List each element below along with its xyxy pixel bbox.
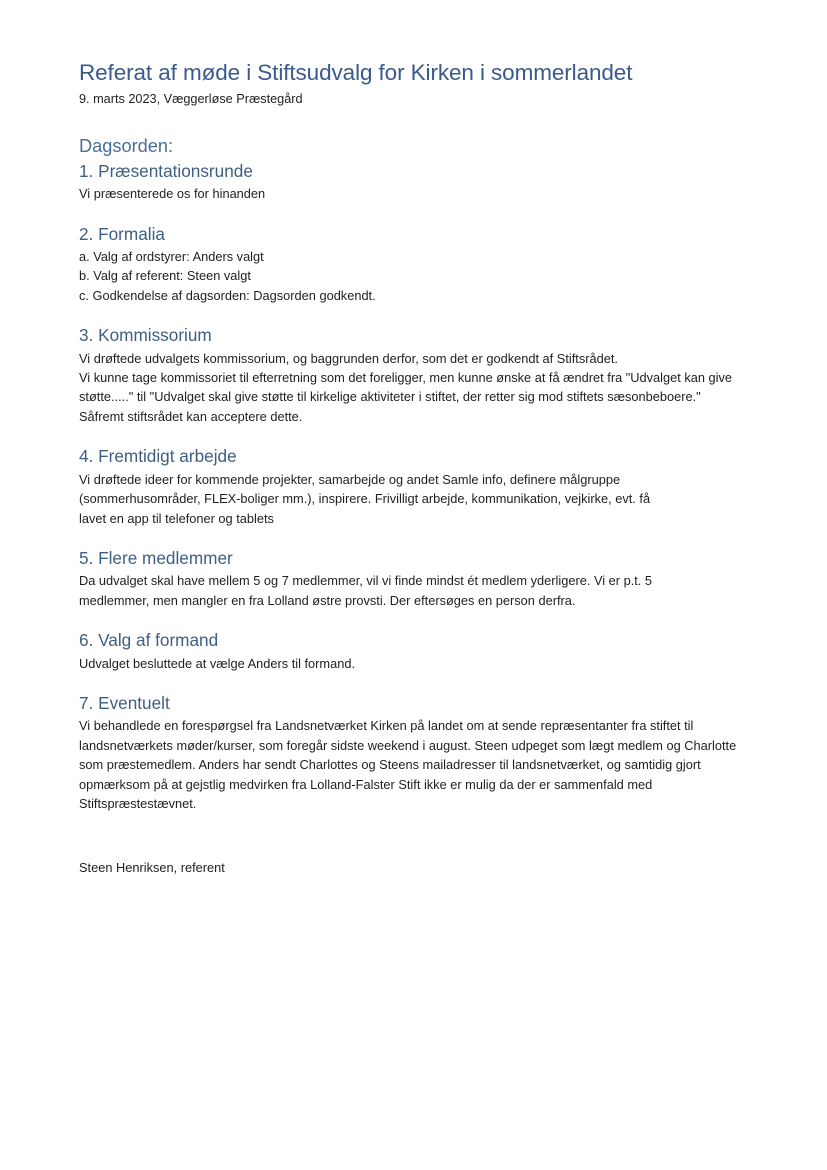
section-4-fremtidigt-arbejde [79, 445, 742, 528]
section-heading: 2. Formalia [79, 223, 165, 244]
section-heading: 3. Kommissorium [79, 325, 212, 346]
section-5-flere-medlemmer [79, 547, 742, 610]
section-body-paragraph: Vi behandlede en forespørgsel fra Landsnetværket Kirken på landet om at sende repræsentanter fra stiftet til landsnetværkets møder/kurser, som foregår sidste weekend i august. Steen udpeget som lægt medlem og Charlotte som præstemedlem. Anders har sendt Charlottes og Steens mailadresser til landsnetværket, og samtidig gjort opmærksom på at gejstlig medvirken fra Lolland-Falster Stift ikke er mulig da der er sammenfald med Stiftspræstestævnet. [79, 718, 737, 812]
section-heading: 4. Fremtidigt arbejde [79, 446, 237, 467]
signature-line: Steen Henriksen, referent [79, 860, 225, 875]
section-body-paragraph: Vi drøftede ideer for kommende projekter, samarbejde og andet Samle info, definere målgruppe (sommerhusområder, FLEX-boliger mm.), inspirere. Frivilligt arbejde, kommunikation, vejkirke, evt. få lavet en app til telefoner og tablets [79, 471, 651, 526]
section-2-formalia [79, 223, 742, 306]
section-heading: 6. Valg af formand [79, 630, 219, 651]
page-title: Referat af møde i Stiftsudvalg for Kirken i sommerlandet [79, 60, 633, 85]
agenda-heading: Dagsorden: [79, 136, 174, 157]
section-body-line: a. Valg af ordstyrer: Anders valgt [79, 248, 264, 264]
section-heading: 5. Flere medlemmer [79, 548, 233, 569]
document-subtitle: 9. marts 2023, Væggerløse Præstegård [79, 91, 303, 106]
section-body-paragraph: Vi kunne tage kommissoriet til efterretning som det foreligger, men kunne ønske at få ændret fra "Udvalget kan give støtte....." til "Udvalget skal give støtte til kirkelige aktiviteter i stiftet, der retter sig mod stiftets sæsonbeboere." Såfremt stiftsrådet kan acceptere dette. [79, 370, 733, 424]
section-3-kommissorium [79, 324, 742, 426]
section-body-line: Vi præsenterede os for hinanden [79, 186, 266, 202]
section-1-praesentationsrunde [79, 160, 742, 204]
section-body-line: Vi drøftede udvalgets kommissorium, og baggrunden derfor, som det er godkendt af Stiftsrådet. [79, 350, 618, 366]
section-body-paragraph: Da udvalget skal have mellem 5 og 7 medlemmer, vil vi finde mindst ét medlem yderligere. Vi er p.t. 5 medlemmer, men mangler en fra Lolland østre provsti. Der eftersøges en person derfra. [79, 573, 653, 608]
document-body [79, 60, 742, 814]
section-7-eventuelt [79, 692, 742, 814]
section-body-line: Udvalget besluttede at vælge Anders til formand. [79, 655, 356, 671]
section-body-line: c. Godkendelse af dagsorden: Dagsorden godkendt. [79, 287, 376, 303]
section-body-line: b. Valg af referent: Steen valgt [79, 268, 251, 284]
section-6-valg-af-formand [79, 629, 742, 673]
section-heading: 1. Præsentationsrunde [79, 160, 253, 181]
section-heading: 7. Eventuelt [79, 693, 170, 714]
